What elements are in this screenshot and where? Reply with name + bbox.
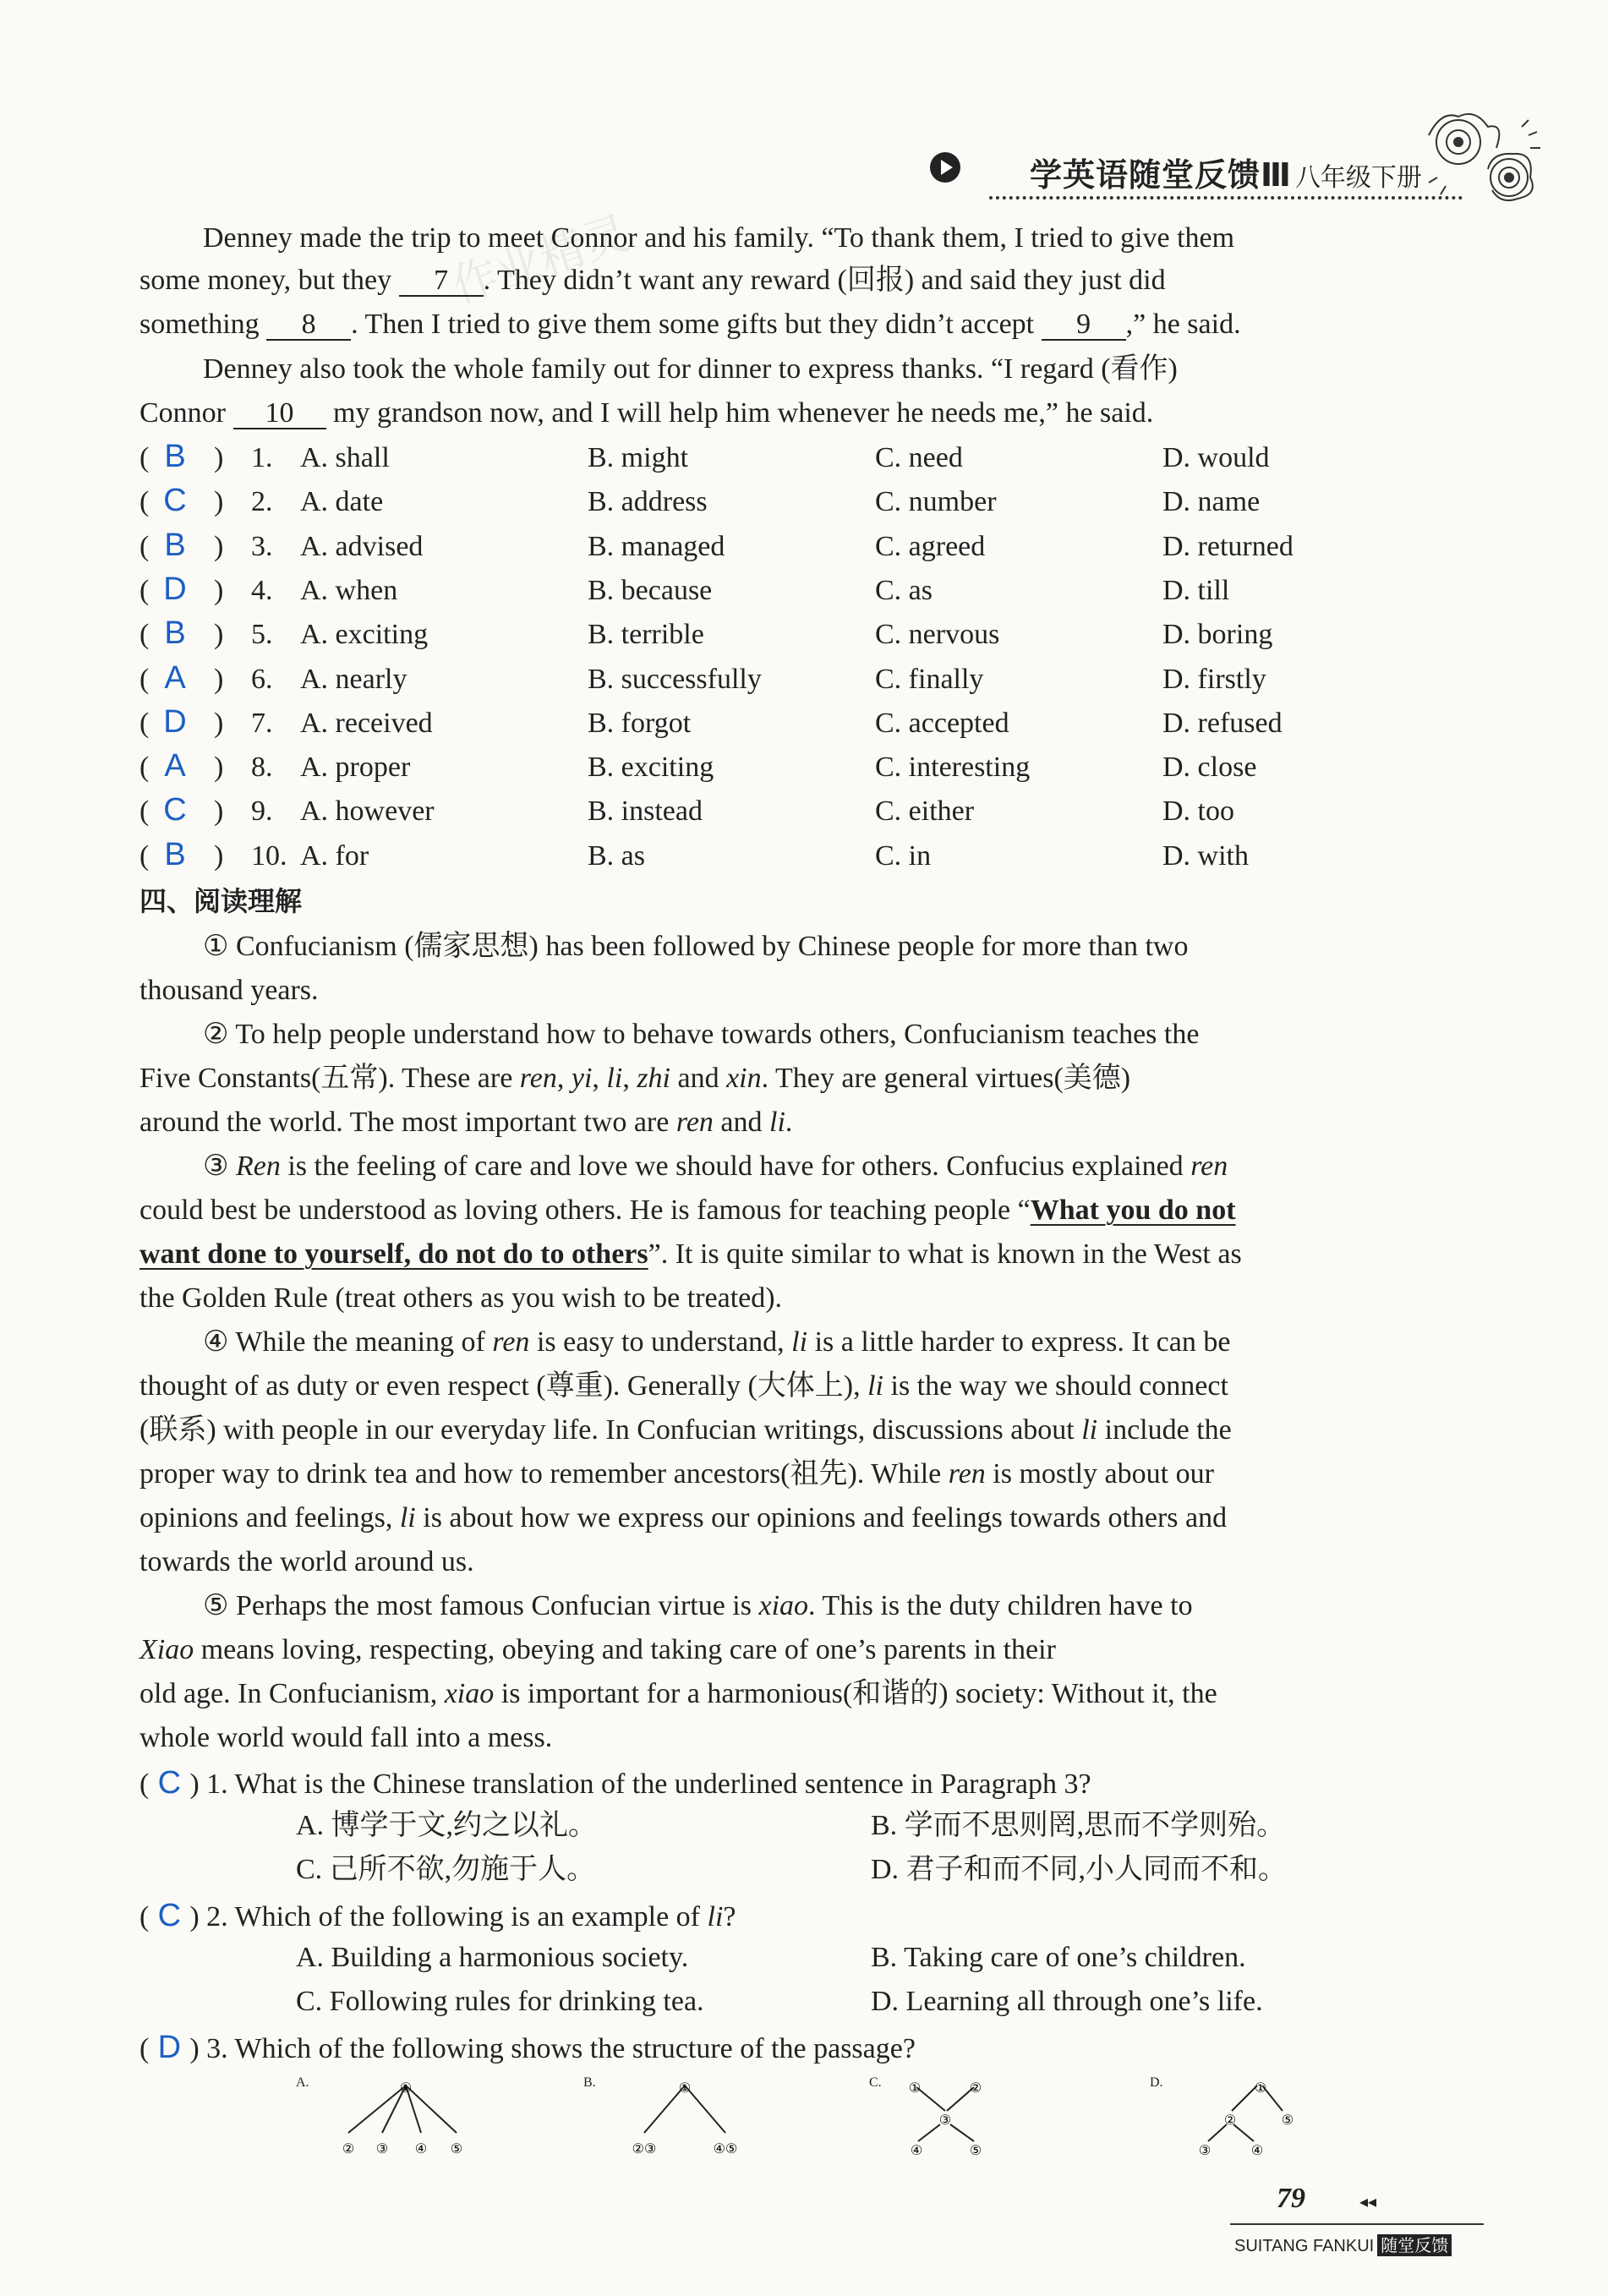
option-d[interactable]: D. till [1162, 574, 1230, 606]
page-number: 79 [1277, 2183, 1305, 2214]
paren-close: ) [214, 839, 224, 872]
q3-option-d-diagram [1179, 2067, 1306, 2160]
paren-close: ) [214, 795, 224, 828]
node-4: ④ [1250, 2144, 1264, 2158]
node-4: ④ [414, 2142, 428, 2157]
para3-line2: could best be understood as loving others. He is famous for teaching people “What you do not [139, 1194, 1236, 1226]
cloze-row [139, 615, 1492, 653]
cloze-number: 6. [251, 663, 273, 695]
option-d[interactable]: D. close [1162, 752, 1257, 784]
footer-rule [1230, 2223, 1484, 2225]
option-a[interactable]: A. date [300, 486, 384, 518]
option-c[interactable]: C. finally [875, 663, 984, 695]
para4-line2: thought of as duty or even respect (尊重). Generally (大体上), li is the way we should connect [139, 1370, 1228, 1402]
option-c[interactable]: C. agreed [875, 530, 986, 562]
option-a[interactable]: A. received [300, 707, 433, 739]
node-2: ② [1223, 2113, 1237, 2128]
option-b[interactable]: B. might [588, 442, 689, 473]
q2-option-c[interactable]: C. Following rules for drinking tea. [296, 1986, 704, 2017]
paren-close: ) [214, 619, 224, 651]
cloze-number: 10. [251, 839, 287, 872]
answer-q2[interactable]: C [157, 1898, 182, 1933]
q1-option-b[interactable]: B. 学而不思则罔,思而不学则殆。 [871, 1810, 1286, 1841]
option-c[interactable]: C. either [875, 795, 975, 828]
cloze-number: 7. [251, 707, 273, 739]
passage1-line4: Denney also took the whole family out for dinner to express thanks. “I regard (看作) [203, 353, 1178, 385]
option-a[interactable]: A. however [300, 795, 435, 828]
cloze-number: 3. [251, 530, 273, 562]
paren-close: ) [214, 530, 224, 562]
cloze-row [139, 483, 1492, 520]
option-b[interactable]: B. because [588, 574, 713, 606]
section-heading: 四、阅读理解 [139, 885, 303, 917]
para2-line1: ② To help people understand how to behave towards others, Confucianism teaches the [203, 1019, 1200, 1050]
option-c[interactable]: C. need [875, 442, 963, 473]
cloze-answer[interactable]: B [164, 439, 186, 474]
cloze-answer[interactable]: B [164, 615, 186, 652]
header-dotted-rule [989, 196, 1463, 200]
node-3: ③ [938, 2113, 952, 2128]
paren-close: ) [214, 442, 224, 473]
node-1: ① [678, 2081, 692, 2096]
cloze-row [139, 836, 1492, 874]
node-3: ③ [375, 2142, 389, 2157]
q2-option-b[interactable]: B. Taking care of one’s children. [871, 1942, 1246, 1973]
paren-close: ) [214, 707, 224, 739]
blank-7[interactable]: 7 [399, 266, 484, 297]
option-b[interactable]: B. managed [588, 530, 725, 562]
option-d[interactable]: D. with [1162, 839, 1249, 872]
para4-line6: towards the world around us. [139, 1546, 474, 1577]
option-c[interactable]: C. in [875, 839, 932, 872]
watermark: 作业精灵 [445, 205, 636, 314]
q3-option-d-label[interactable]: D. [1150, 2075, 1163, 2090]
question-1: ( C ) 1. What is the Chinese translation of the underlined sentence in Paragraph 3? [139, 1765, 1091, 1801]
para4-line1: ④ While the meaning of ren is easy to understand, li is a little harder to express. It can be [203, 1326, 1231, 1358]
option-d[interactable]: D. too [1162, 795, 1234, 828]
cloze-number: 1. [251, 442, 273, 473]
option-b[interactable]: B. address [588, 486, 708, 518]
option-b[interactable]: B. as [588, 839, 645, 872]
header-play-icon [930, 152, 960, 183]
option-b[interactable]: B. instead [588, 795, 703, 828]
node-5: ⑤ [450, 2142, 463, 2157]
blank-9[interactable]: 9 [1042, 310, 1126, 341]
answer-q1[interactable]: C [157, 1765, 182, 1801]
paren-open: ( [139, 486, 150, 518]
para5-line4: whole world would fall into a mess. [139, 1722, 553, 1753]
para2-line2: Five Constants(五常). These are ren, yi, li, zhi and xin. They are general virtues(美德) [139, 1063, 1131, 1094]
option-b[interactable]: B. exciting [588, 752, 714, 784]
header-subtitle: 八年级下册 [1294, 163, 1422, 193]
cloze-row [139, 748, 1492, 785]
passage1-line5: Connor 10 my grandson now, and I will help him whenever he needs me,” he said. [139, 397, 1154, 429]
passage1-line2: some money, but they 7 . They didn’t want any reward (回报) and said they just did [139, 265, 1166, 296]
answer-q3[interactable]: D [157, 2030, 182, 2065]
para4-line5: opinions and feelings, li is about how we express our opinions and feelings towards others and [139, 1502, 1228, 1533]
paren-open: ( [139, 663, 150, 695]
cloze-row [139, 571, 1492, 609]
underlined-sentence-part1: What you do not [1030, 1194, 1236, 1226]
footer-brand: SUITANG FANKUI 随堂反馈 [1234, 2232, 1452, 2256]
option-a[interactable]: A. nearly [300, 663, 407, 695]
para3-line3: want done to yourself, do not do to others”. It is quite similar to what is known in the West as [139, 1238, 1242, 1270]
q2-option-d[interactable]: D. Learning all through one’s life. [871, 1986, 1263, 2017]
option-c[interactable]: C. accepted [875, 707, 1009, 739]
paren-close: ) [214, 752, 224, 784]
cloze-answer[interactable]: C [163, 483, 187, 519]
para5-line1: ⑤ Perhaps the most famous Confucian virtue is xiao. This is the duty children have to [203, 1590, 1193, 1621]
footer-arrows-icon: ◂◂ [1359, 2193, 1377, 2211]
cloze-number: 4. [251, 574, 273, 606]
q1-option-d[interactable]: D. 君子和而不同,小人同而不和。 [871, 1854, 1288, 1885]
node-5: ⑤ [1281, 2113, 1294, 2128]
node-2: ② [342, 2142, 355, 2157]
q3-option-c-label[interactable]: C. [869, 2075, 882, 2090]
para4-line3: (联系) with people in our everyday life. In Confucian writings, discussions about li include the [139, 1414, 1232, 1446]
blank-10[interactable]: 10 [233, 399, 326, 429]
cloze-answer[interactable]: B [164, 836, 186, 872]
para3-line4: the Golden Rule (treat others as you wish to be treated). [139, 1282, 783, 1314]
option-c[interactable]: C. as [875, 574, 933, 606]
paren-open: ( [139, 619, 150, 651]
node-1: ① [908, 2081, 922, 2096]
node-4: ④ [910, 2144, 923, 2158]
para1-line2: thousand years. [139, 975, 319, 1006]
node-4-5: ④⑤ [713, 2142, 738, 2157]
node-1: ① [1254, 2081, 1267, 2096]
cloze-answer[interactable]: D [163, 703, 187, 740]
paren-close: ) [214, 574, 224, 606]
cloze-number: 8. [251, 752, 273, 784]
cloze-row [139, 703, 1492, 741]
cloze-row [139, 527, 1492, 565]
paren-open: ( [139, 795, 150, 828]
question-3: ( D ) 3. Which of the following shows the structure of the passage? [139, 2030, 916, 2065]
paren-open: ( [139, 442, 150, 473]
cloze-answer[interactable]: A [164, 659, 186, 696]
paren-open: ( [139, 752, 150, 784]
node-1: ① [399, 2081, 413, 2096]
option-d[interactable]: D. would [1162, 442, 1270, 473]
option-a[interactable]: A. for [300, 839, 369, 872]
node-3: ③ [1198, 2144, 1211, 2158]
paren-open: ( [139, 530, 150, 562]
q2-option-a[interactable]: A. Building a harmonious society. [296, 1942, 689, 1973]
cloze-number: 2. [251, 486, 273, 518]
node-5: ⑤ [969, 2144, 982, 2158]
option-c[interactable]: C. number [875, 486, 997, 518]
passage1-line3: something 8 . Then I tried to give them some gifts but they didn’t accept 9 ,” he said. [139, 309, 1241, 340]
q3-option-a-diagram [330, 2067, 482, 2160]
para5-line3: old age. In Confucianism, xiao is important for a harmonious(和谐的) society: Without it, the [139, 1678, 1217, 1709]
cloze-number: 5. [251, 619, 273, 651]
option-d[interactable]: D. name [1162, 486, 1261, 518]
underlined-sentence-part2: want done to yourself, do not do to others [139, 1238, 648, 1270]
q3-option-b-label[interactable]: B. [583, 2075, 596, 2090]
question-2: ( C ) 2. Which of the following is an example of li? [139, 1898, 736, 1933]
para3-line1: ③ Ren is the feeling of care and love we should have for others. Confucius explained ren [203, 1151, 1228, 1182]
option-d[interactable]: D. boring [1162, 619, 1273, 651]
option-b[interactable]: B. successfully [588, 663, 762, 695]
para5-line2: Xiao means loving, respecting, obeying and taking care of one’s parents in their [139, 1634, 1056, 1665]
q3-option-c-diagram [896, 2067, 1015, 2160]
node-2: ② [969, 2081, 982, 2096]
cloze-answer[interactable]: B [164, 527, 186, 563]
paren-open: ( [139, 839, 150, 872]
flower-decoration-icon [1412, 101, 1547, 211]
cloze-number: 9. [251, 795, 273, 828]
q3-option-b-diagram [609, 2067, 761, 2160]
cloze-row [139, 659, 1492, 697]
cloze-row [139, 439, 1492, 476]
paren-close: ) [214, 663, 224, 695]
option-a[interactable]: A. proper [300, 752, 411, 784]
q1-option-a[interactable]: A. 博学于文,约之以礼。 [296, 1810, 598, 1841]
cloze-answer[interactable]: A [164, 748, 186, 784]
option-a[interactable]: A. advised [300, 530, 424, 562]
header-title: 学英语随堂反馈Ⅲ 八年级下册 [1030, 156, 1422, 194]
option-a[interactable]: A. shall [300, 442, 390, 473]
cloze-answer[interactable]: C [163, 792, 187, 828]
para4-line4: proper way to drink tea and how to remember ancestors(祖先). While ren is mostly about our [139, 1458, 1214, 1490]
blank-8[interactable]: 8 [266, 310, 351, 341]
q3-option-a-label[interactable]: A. [296, 2075, 309, 2090]
option-a[interactable]: A. when [300, 574, 398, 606]
option-d[interactable]: D. returned [1162, 530, 1294, 562]
option-a[interactable]: A. exciting [300, 619, 429, 651]
paren-open: ( [139, 574, 150, 606]
cloze-row [139, 792, 1492, 829]
paren-open: ( [139, 707, 150, 739]
paren-close: ) [214, 486, 224, 518]
option-c[interactable]: C. interesting [875, 752, 1031, 784]
option-d[interactable]: D. firstly [1162, 663, 1266, 695]
para2-line3: around the world. The most important two are ren and li. [139, 1107, 793, 1138]
option-c[interactable]: C. nervous [875, 619, 1000, 651]
passage1-line1: Denney made the trip to meet Connor and his family. “To thank them, I tried to give them [203, 222, 1235, 254]
cloze-answer[interactable]: D [163, 571, 187, 607]
q1-option-c[interactable]: C. 己所不欲,勿施于人。 [296, 1854, 596, 1885]
option-b[interactable]: B. forgot [588, 707, 692, 739]
option-b[interactable]: B. terrible [588, 619, 704, 651]
para1-line1: ① Confucianism (儒家思想) has been followed by Chinese people for more than two [203, 931, 1189, 962]
option-d[interactable]: D. refused [1162, 707, 1283, 739]
node-2-3: ②③ [632, 2142, 657, 2157]
